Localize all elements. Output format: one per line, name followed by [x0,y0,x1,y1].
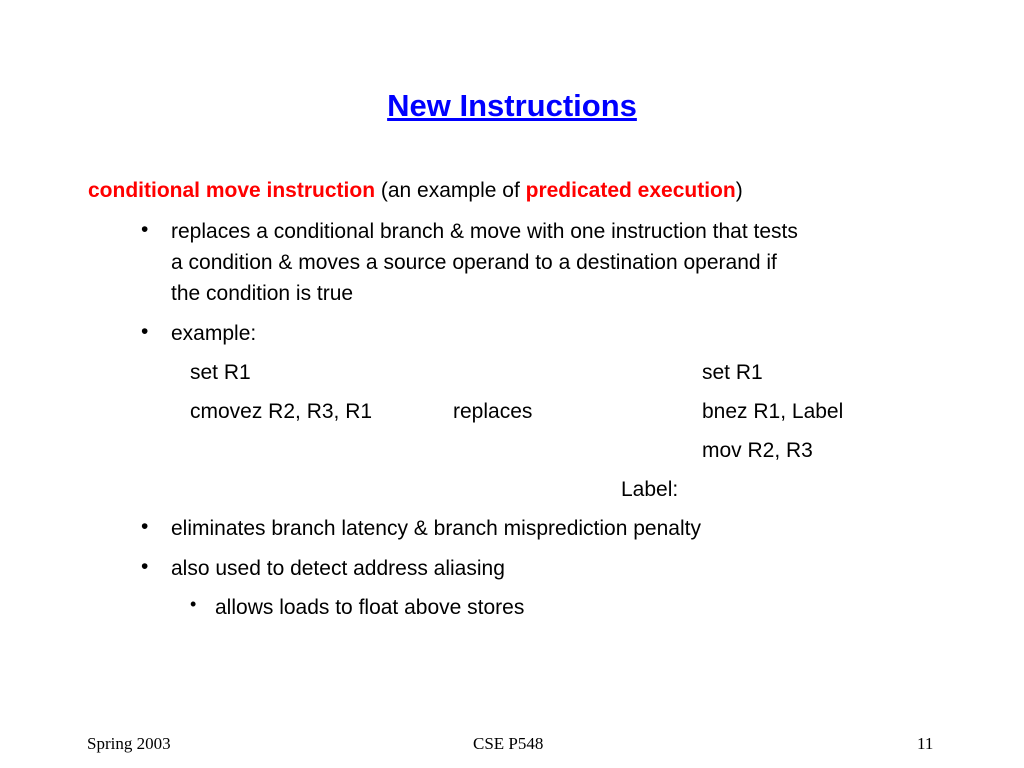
sub-bullet-loads: allows loads to float above stores [215,596,525,619]
heading-middle-text: (an example of [375,179,526,202]
heading-term-predicated-execution: predicated execution [525,179,736,202]
bullet-example: example: [171,322,257,345]
sub-bullet-marker: • [190,594,197,614]
example-left-line1: set R1 [190,361,251,384]
bullet-replaces [171,216,798,309]
example-left-line2: cmovez R2, R3, R1 [190,400,373,423]
bullet-marker: • [141,218,149,241]
footer-course: CSE P548 [473,734,544,753]
example-replaces: replaces [453,400,533,423]
slide-title: New Instructions [387,88,637,123]
bullet-marker: • [141,555,149,578]
heading-end-text: ) [735,179,743,202]
example-right-line2: bnez R1, Label [702,400,844,423]
bullet-replaces-line: a condition & moves a source operand to a destination operand if [171,251,777,274]
footer-page-number: 11 [917,734,934,753]
example-right-line1: set R1 [702,361,763,384]
footer-date: Spring 2003 [87,734,171,753]
bullet-marker: • [141,320,149,343]
bullet-replaces-line: replaces a conditional branch & move with one instruction that tests [171,220,798,243]
example-right-line3: mov R2, R3 [702,439,813,462]
section-heading [88,179,743,203]
example-label: Label: [621,478,679,501]
heading-term-conditional-move: conditional move instruction [88,179,376,202]
bullet-eliminates: eliminates branch latency & branch misprediction penalty [171,517,701,540]
bullet-replaces-line: the condition is true [171,282,354,305]
bullet-aliasing: also used to detect address aliasing [171,557,505,580]
bullet-marker: • [141,515,149,538]
